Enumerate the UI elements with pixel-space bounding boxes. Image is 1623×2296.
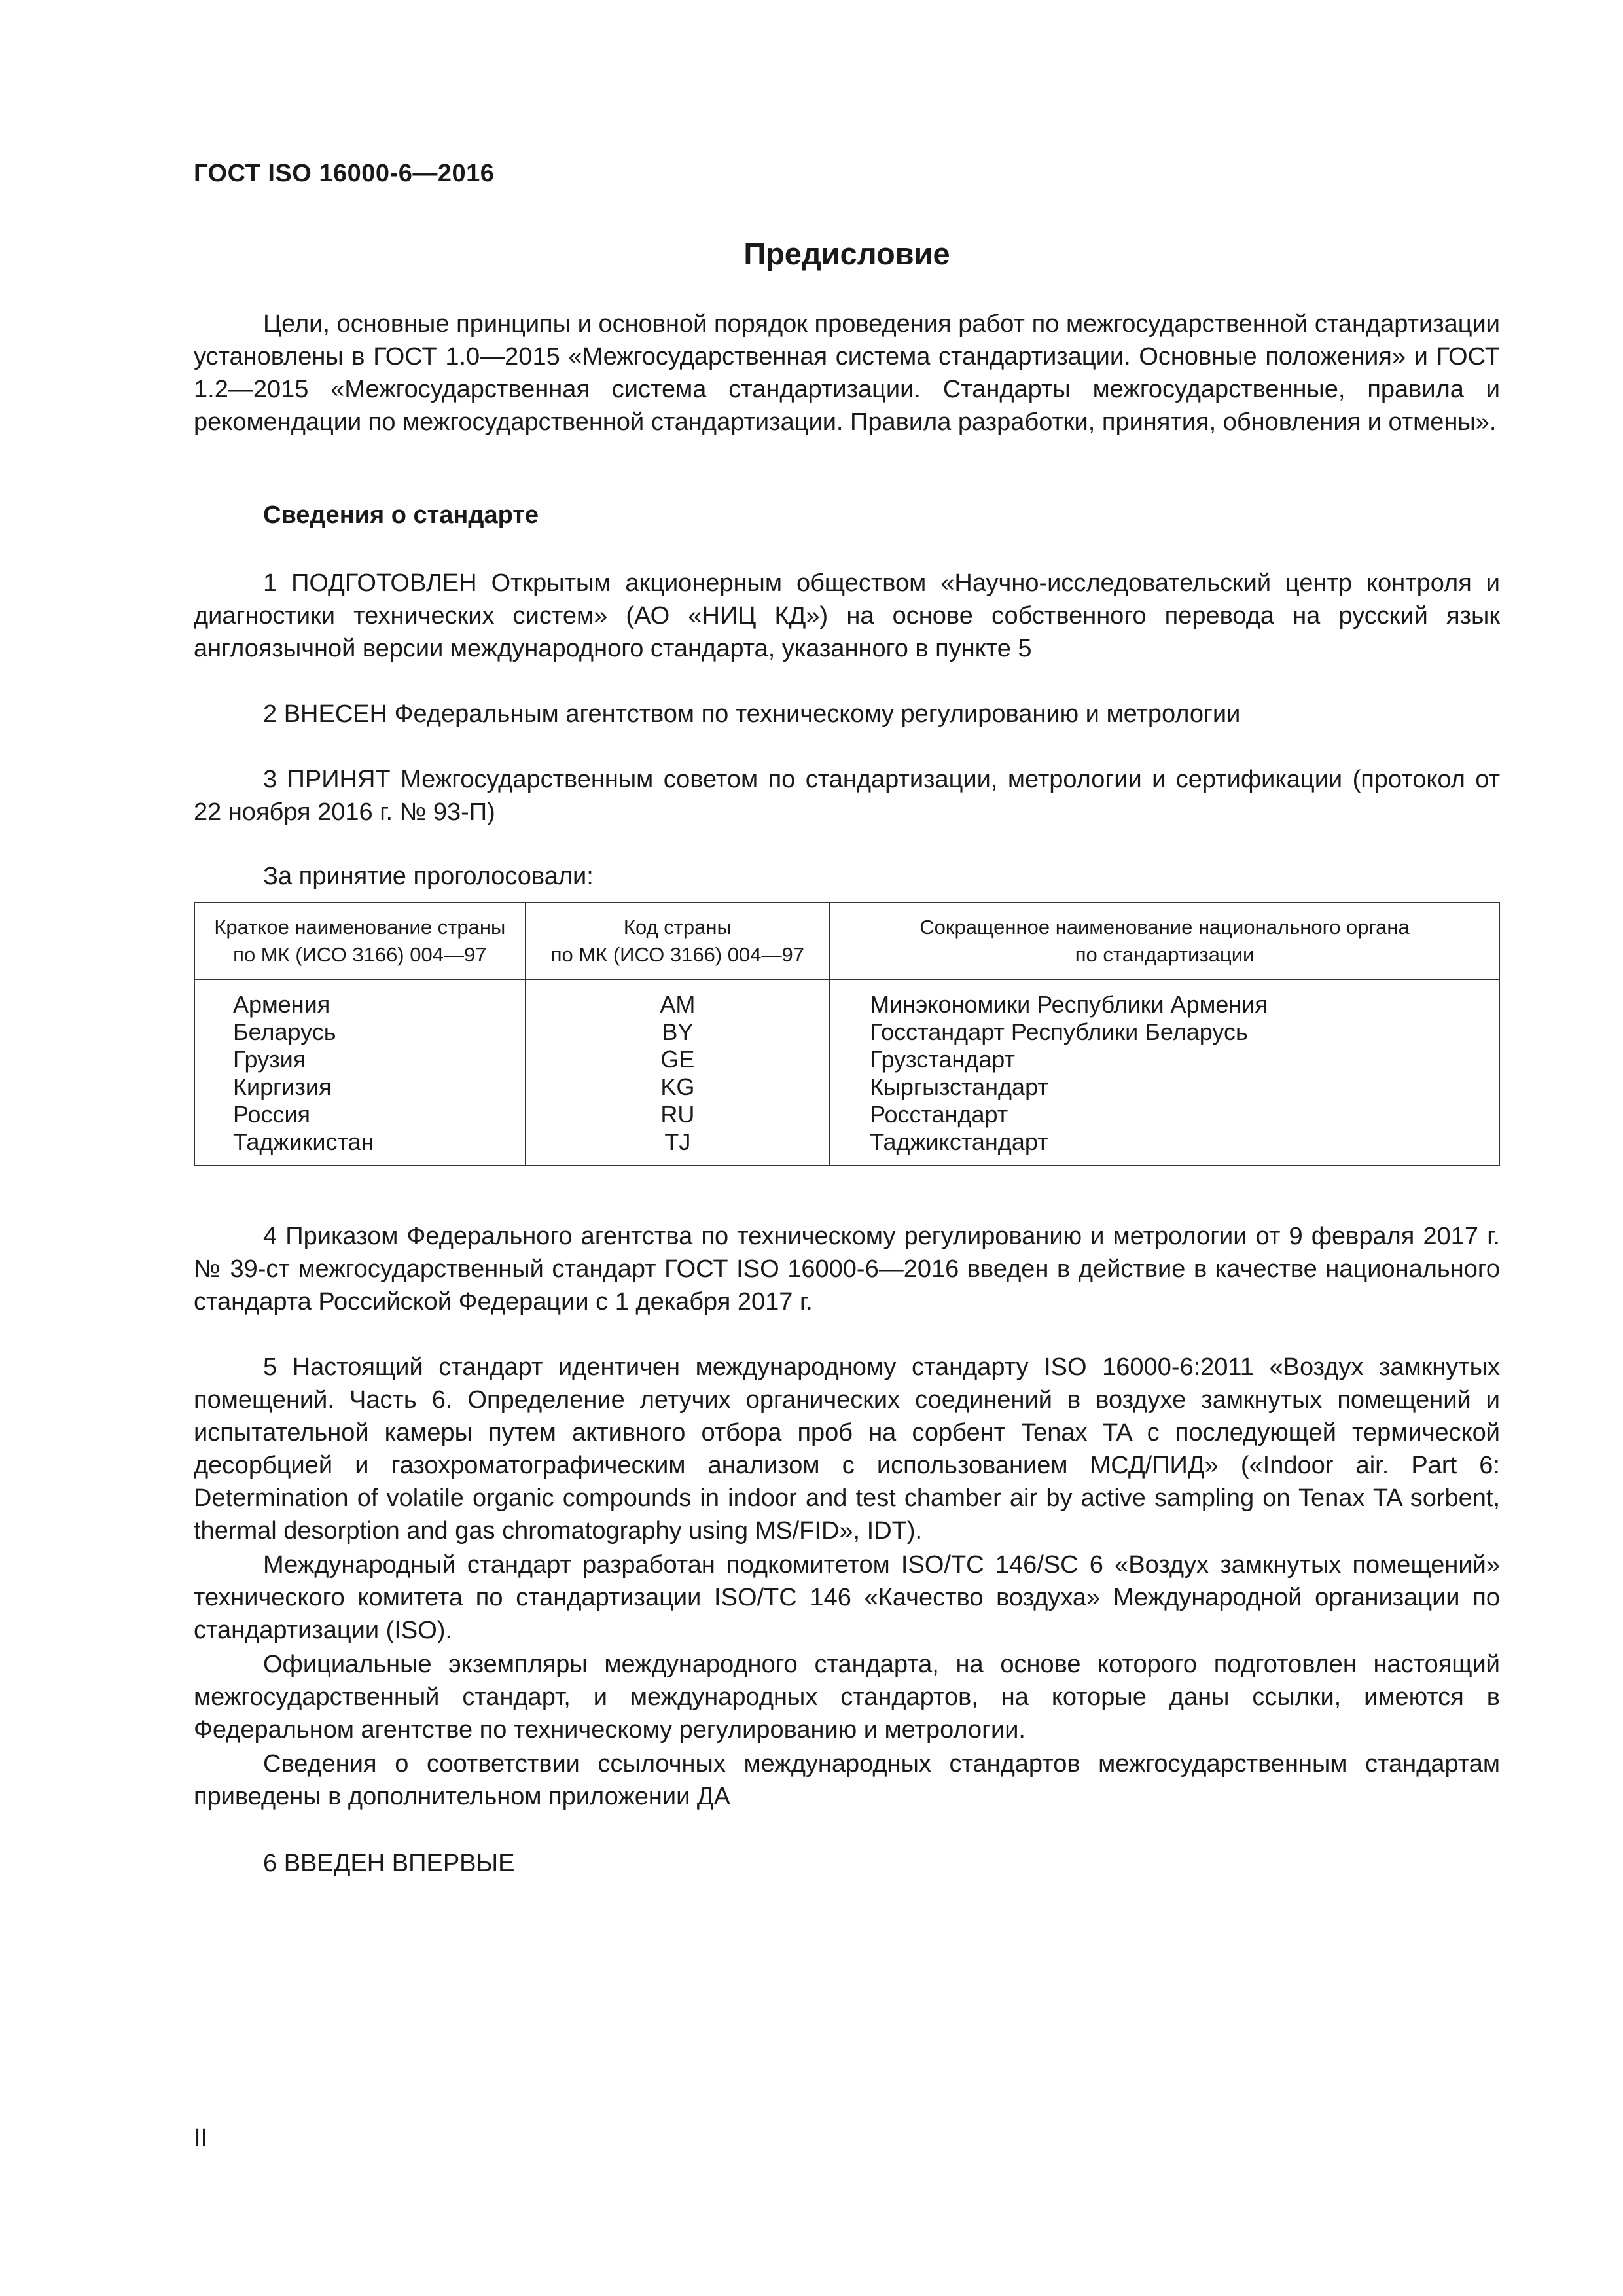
item-3-paragraph: 3 ПРИНЯТ Межгосударственным советом по стандартизации, метрологии и сертификации (протокол от 22 ноября 2016 г. № 93-П) <box>194 766 1500 826</box>
voted-label: За принятие проголосовали: <box>263 863 594 890</box>
item-5-official-copies-paragraph: Официальные экземпляры международного стандарта, на основе которого подготовлен настоящий межгосударственный стандарт, и международных стандартов, на которые даны ссылки, имеются в Федеральном агентстве по техническому регулированию и метрологии. <box>194 1651 1500 1744</box>
item-5-subcommittee-paragraph: Международный стандарт разработан подкомитетом ISO/TC 146/SC 6 «Воздух замкнутых помещений» технического комитета по стандартизации ISO/TC 146 «Качество воздуха» Международной организации по стандартизации (ISO). <box>194 1551 1500 1644</box>
table-header-row <box>194 903 1499 980</box>
voting-table <box>194 902 1500 1166</box>
table-row: Грузия GE Грузстандарт <box>194 1046 1499 1073</box>
item-4-paragraph: 4 Приказом Федерального агентства по техническому регулированию и метрологии от 9 февраля 2017 г. № 39-ст межгосударственный стандарт ГОСТ ISO 16000-6—2016 введен в действие в качестве национального стандарта Российской Федерации с 1 декабря 2017 г. <box>194 1223 1500 1316</box>
item-5-references-paragraph: Сведения о соответствии ссылочных международных стандартов межгосударственным стандартам приведены в дополнительном приложении ДА <box>194 1750 1500 1810</box>
table-row: Армения AM Минэкономики Республики Армения <box>194 980 1499 1018</box>
header-country-name: Краткое наименование страны по МК (ИСО 3166) 004—97 <box>194 903 526 980</box>
page-title: Предисловие <box>743 236 950 271</box>
item-5-paragraph: 5 Настоящий стандарт идентичен международному стандарту ISO 16000-6:2011 «Воздух замкнутых помещений. Часть 6. Определение летучих органических соединений в воздухе замкнутых помещений и испытательной камеры путем активного отбора проб на сорбент Tenax TA с последующей термической десорбцией и газохроматографическим анализом с использованием МСД/ПИД» («Indoor air. Part 6: Determination of volatile organic compounds in indoor and test chamber air by active sampling on Tenax TA sorbent, thermal desorption and gas chromatography using MS/FID», IDT). <box>194 1354 1500 1545</box>
table-row: Россия RU Росстандарт <box>194 1101 1499 1128</box>
page-number: II <box>194 2125 208 2152</box>
document-header-id: ГОСТ ISO 16000-6—2016 <box>194 160 495 187</box>
item-1-paragraph: 1 ПОДГОТОВЛЕН Открытым акционерным обществом «Научно-исследовательский центр контроля и диагностики технических систем» (АО «НИЦ КД») на основе собственного перевода на русский язык англоязычной версии международного стандарта, указанного в пункте 5 <box>194 569 1500 662</box>
table-row: Таджикистан TJ Таджикстандарт <box>194 1128 1499 1166</box>
section-subheading: Сведения о стандарте <box>263 501 539 529</box>
item-2-paragraph: 2 ВНЕСЕН Федеральным агентством по техническому регулированию и метрологии <box>263 700 1241 728</box>
header-national-body: Сокращенное наименование национального органа по стандартизации <box>830 903 1499 980</box>
table-row: Беларусь BY Госстандарт Республики Беларусь <box>194 1018 1499 1046</box>
header-country-code: Код страны по МК (ИСО 3166) 004—97 <box>526 903 830 980</box>
item-6-paragraph: 6 ВВЕДЕН ВПЕРВЫЕ <box>263 1850 515 1877</box>
table-row: Киргизия KG Кыргызстандарт <box>194 1073 1499 1101</box>
intro-paragraph: Цели, основные принципы и основной порядок проведения работ по межгосударственной стандартизации установлены в ГОСТ 1.0—2015 «Межгосударственная система стандартизации. Основные положения» и ГОСТ 1.2—2015 «Межгосударственная система стандартизации. Стандарты межгосударственные, правила и рекомендации по межгосударственной стандартизации. Правила разработки, принятия, обновления и отмены». <box>194 310 1500 436</box>
